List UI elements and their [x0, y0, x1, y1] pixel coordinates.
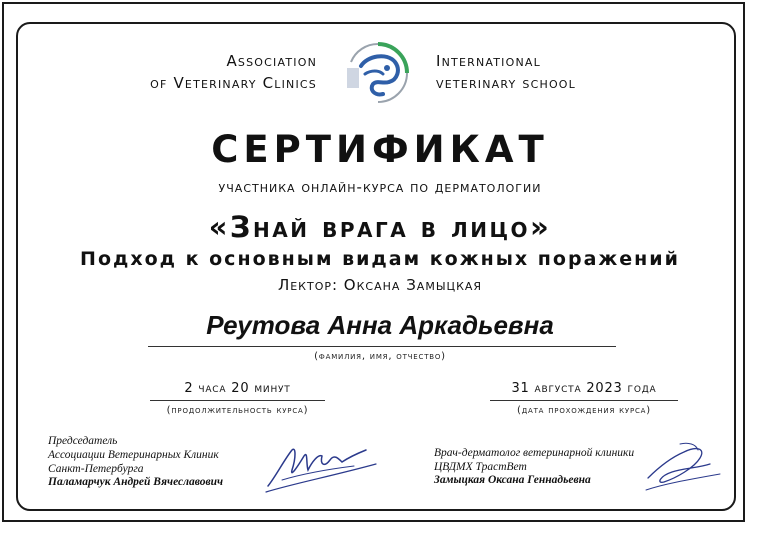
- course-duration: 2 часа 20 минут: [184, 381, 291, 396]
- school-line-1: International: [436, 52, 541, 70]
- school-name: [436, 50, 576, 94]
- right-signatory-line-1: Врач-дерматолог ветеринарной клиники: [434, 447, 635, 459]
- recipient-name-underline: [148, 346, 616, 347]
- left-signature-icon: [262, 440, 382, 495]
- left-signatory: [48, 434, 223, 488]
- association-line-1: Association: [226, 52, 317, 70]
- association-name: [150, 50, 317, 94]
- left-signatory-line-2: Ассоциации Ветеринарных Клиник: [48, 449, 219, 461]
- course-duration-caption: (продолжительность курса): [166, 405, 309, 416]
- course-title: «Знай врага в лицо»: [208, 210, 552, 244]
- certificate-title: СЕРТИФИКАТ: [211, 128, 549, 171]
- right-signatory: [434, 446, 634, 486]
- left-signatory-line-3: Санкт-Петербурга: [48, 463, 144, 475]
- course-date-caption: (дата прохождения курса): [517, 405, 651, 416]
- course-subtitle: Подход к основным видам кожных поражений: [80, 248, 680, 270]
- date-underline: [490, 400, 678, 401]
- lecturer: Лектор: Оксана Замыцкая: [277, 276, 483, 294]
- association-line-2: of Veterinary Clinics: [150, 74, 317, 92]
- right-signatory-name: Замыцкая Оксана Геннадьевна: [434, 474, 591, 486]
- certificate-subtitle: участника онлайн-курса по дерматологии: [218, 178, 542, 196]
- recipient-name-caption: (фамилия, имя, отчество): [314, 351, 446, 362]
- school-line-2: veterinary school: [436, 74, 576, 92]
- course-date: 31 августа 2023 года: [511, 381, 657, 396]
- left-signatory-name: Паламарчук Андрей Вячеславович: [48, 476, 224, 488]
- vet-school-logo-icon: [343, 40, 413, 106]
- left-signatory-line-1: Председатель: [48, 435, 118, 447]
- right-signature-icon: [640, 438, 726, 498]
- right-signatory-line-2: ЦВДМХ ТрастВет: [434, 461, 527, 473]
- duration-underline: [150, 400, 325, 401]
- recipient-name: Реутова Анна Аркадьевна: [206, 310, 554, 340]
